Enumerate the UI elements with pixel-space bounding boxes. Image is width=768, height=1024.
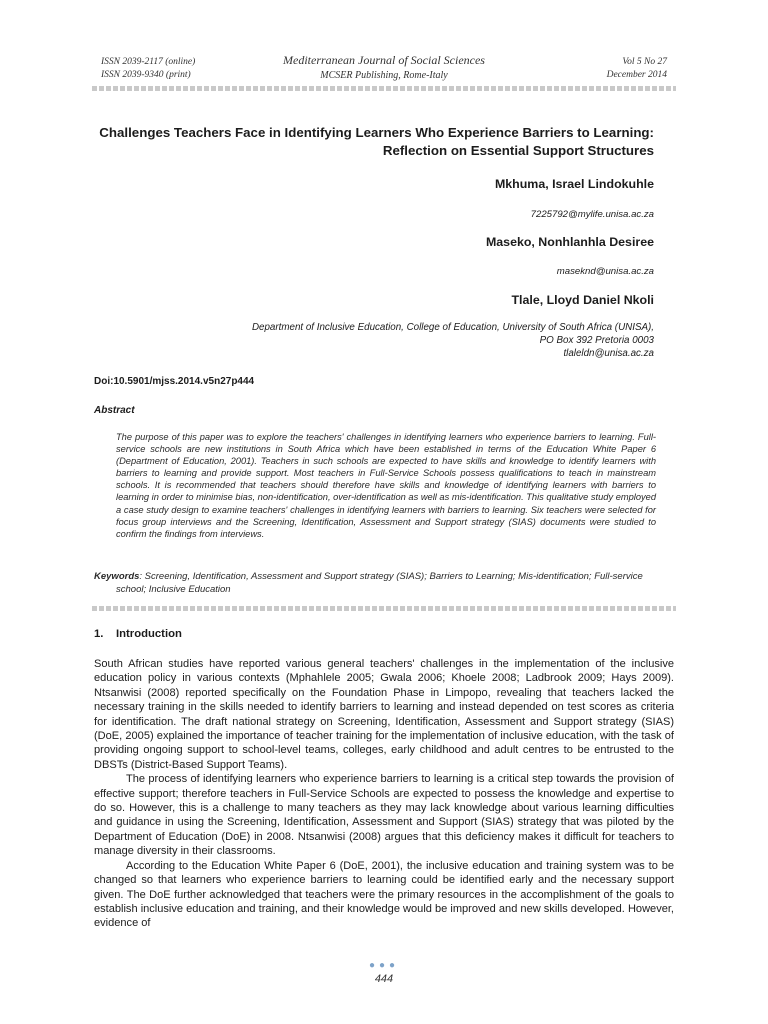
paper-title [74, 124, 654, 160]
paragraph-2: The process of identifying learners who experience barriers to learning is a critical step towards the provision of effective support; therefore teachers in Full-Service Schools are expected to possess the knowledge and expertise to do so. However, this is a challenge to many teachers as they may lack knowledge about various learning difficulties and guidance in using the Screening, Identification, Assessment and Support (SIAS) strategy that was piloted by the Department of Education (DoE) in 2008. Ntsanwisi (2008) argues that this deficiency makes it difficult for teachers to manage diversity in their classrooms. [94, 773, 674, 858]
keywords [94, 570, 656, 596]
volume-block [607, 56, 667, 82]
keywords-label: Keywords [94, 571, 140, 582]
section-number: 1. [94, 628, 104, 640]
affiliation-email[interactable]: tlaleldn@unisa.ac.za [563, 348, 654, 359]
author-1-email[interactable]: 7225792@mylife.unisa.ac.za [530, 209, 654, 220]
publisher: MCSER Publishing, Rome-Italy [320, 70, 448, 81]
volume: Vol 5 No 27 [622, 57, 667, 67]
author-3-name: Tlale, Lloyd Daniel Nkoli [511, 293, 654, 307]
abstract-text: The purpose of this paper was to explore the teachers' challenges in identifying learners who experience barriers to learning. Full-service schools are new institutions in South Africa which have been established in terms of the Education White Paper 6 (Department of Education, 2001). Teachers in such schools are expected to have skills and knowledge to identify learners with barriers to learning and provide support. Most teachers in Full-Service Schools possess qualifications to teach in mainstream schools. It is recommended that teachers should therefore have skills and knowledge of identifying learners with barriers to learning in order to minimise bias, non-identification, over-identification as well as mis-identification. This qualitative study employed a case study design to examine teachers' challenges in identifying learners with barriers to learning. Six teachers were selected for focus group interviews and the Screening, Identification, Assessment and Support strategy (SIAS) documents were studied to confirm the findings from interviews. [116, 432, 656, 539]
issn-online: ISSN 2039-2117 (online) [101, 57, 196, 67]
paragraph-3: According to the Education White Paper 6 (DoE, 2001), the inclusive education and training system was to be changed so that learners who experience barriers to learning could be identified early and the necessary support given. The DoE further acknowledged that teachers were the primary resources in the accomplishment of the goals to establish inclusive education and training, and their knowledge would be improved and new skills developed. However, evidence of [94, 859, 674, 930]
title-line-1: Challenges Teachers Face in Identifying Learners Who Experience Barriers to Learning: [99, 125, 654, 140]
page-number: 444 [374, 973, 394, 985]
keywords-line-2: school; Inclusive Education [116, 584, 231, 595]
journal-name: Mediterranean Journal of Social Sciences [283, 53, 485, 67]
affiliation-line-1: Department of Inclusive Education, College of Education, University of South Africa (UNISA), [251, 322, 654, 333]
author-1-name: Mkhuma, Israel Lindokuhle [494, 177, 654, 191]
title-line-2: Reflection on Essential Support Structures [382, 143, 654, 158]
header-divider [92, 86, 676, 91]
doi[interactable]: Doi:10.5901/mjss.2014.v5n27p444 [94, 376, 255, 387]
section-heading [94, 628, 182, 640]
keywords-line-1: : Screening, Identification, Assessment and Support strategy (SIAS); Barriers to Learning; Mis-identification; Full-service [139, 571, 643, 582]
affiliation [134, 321, 654, 360]
page-ornament-dots: ●●● [368, 960, 400, 971]
author-2-email[interactable]: maseknd@unisa.ac.za [556, 266, 654, 277]
section-title: Introduction [116, 628, 182, 640]
affiliation-line-2: PO Box 392 Pretoria 0003 [539, 335, 654, 346]
abstract-divider [92, 606, 676, 611]
paragraph-1: South African studies have reported various general teachers' challenges in the implementation of the inclusive education policy in various contexts (Mphahlele 2005; Gwala 2006; Khoele 2008; Ladbrook 2009; Hays 2009). Ntsanwisi (2008) reported specifically on the Foundation Phase in Limpopo, revealing that teachers lacked the necessary training in the skills needed to identify barriers to learning and instead depended on test scores as criteria for identification. The draft national strategy on Screening, Identification, Assessment and Support strategy (SIAS) (DoE, 2005) explained the importance of teacher training for the implementation of inclusive education, with the task of providing ongoing support to school-level teams, colleges, early childhood and adult centres to be entrusted to the DBSTs (District-Based Support Teams). [94, 658, 674, 771]
issue-date: December 2014 [606, 70, 667, 80]
issn-print: ISSN 2039-9340 (print) [101, 70, 191, 80]
abstract-heading: Abstract [94, 405, 135, 416]
body-text [94, 657, 674, 931]
author-2-name: Maseko, Nonhlanhla Desiree [485, 235, 654, 249]
